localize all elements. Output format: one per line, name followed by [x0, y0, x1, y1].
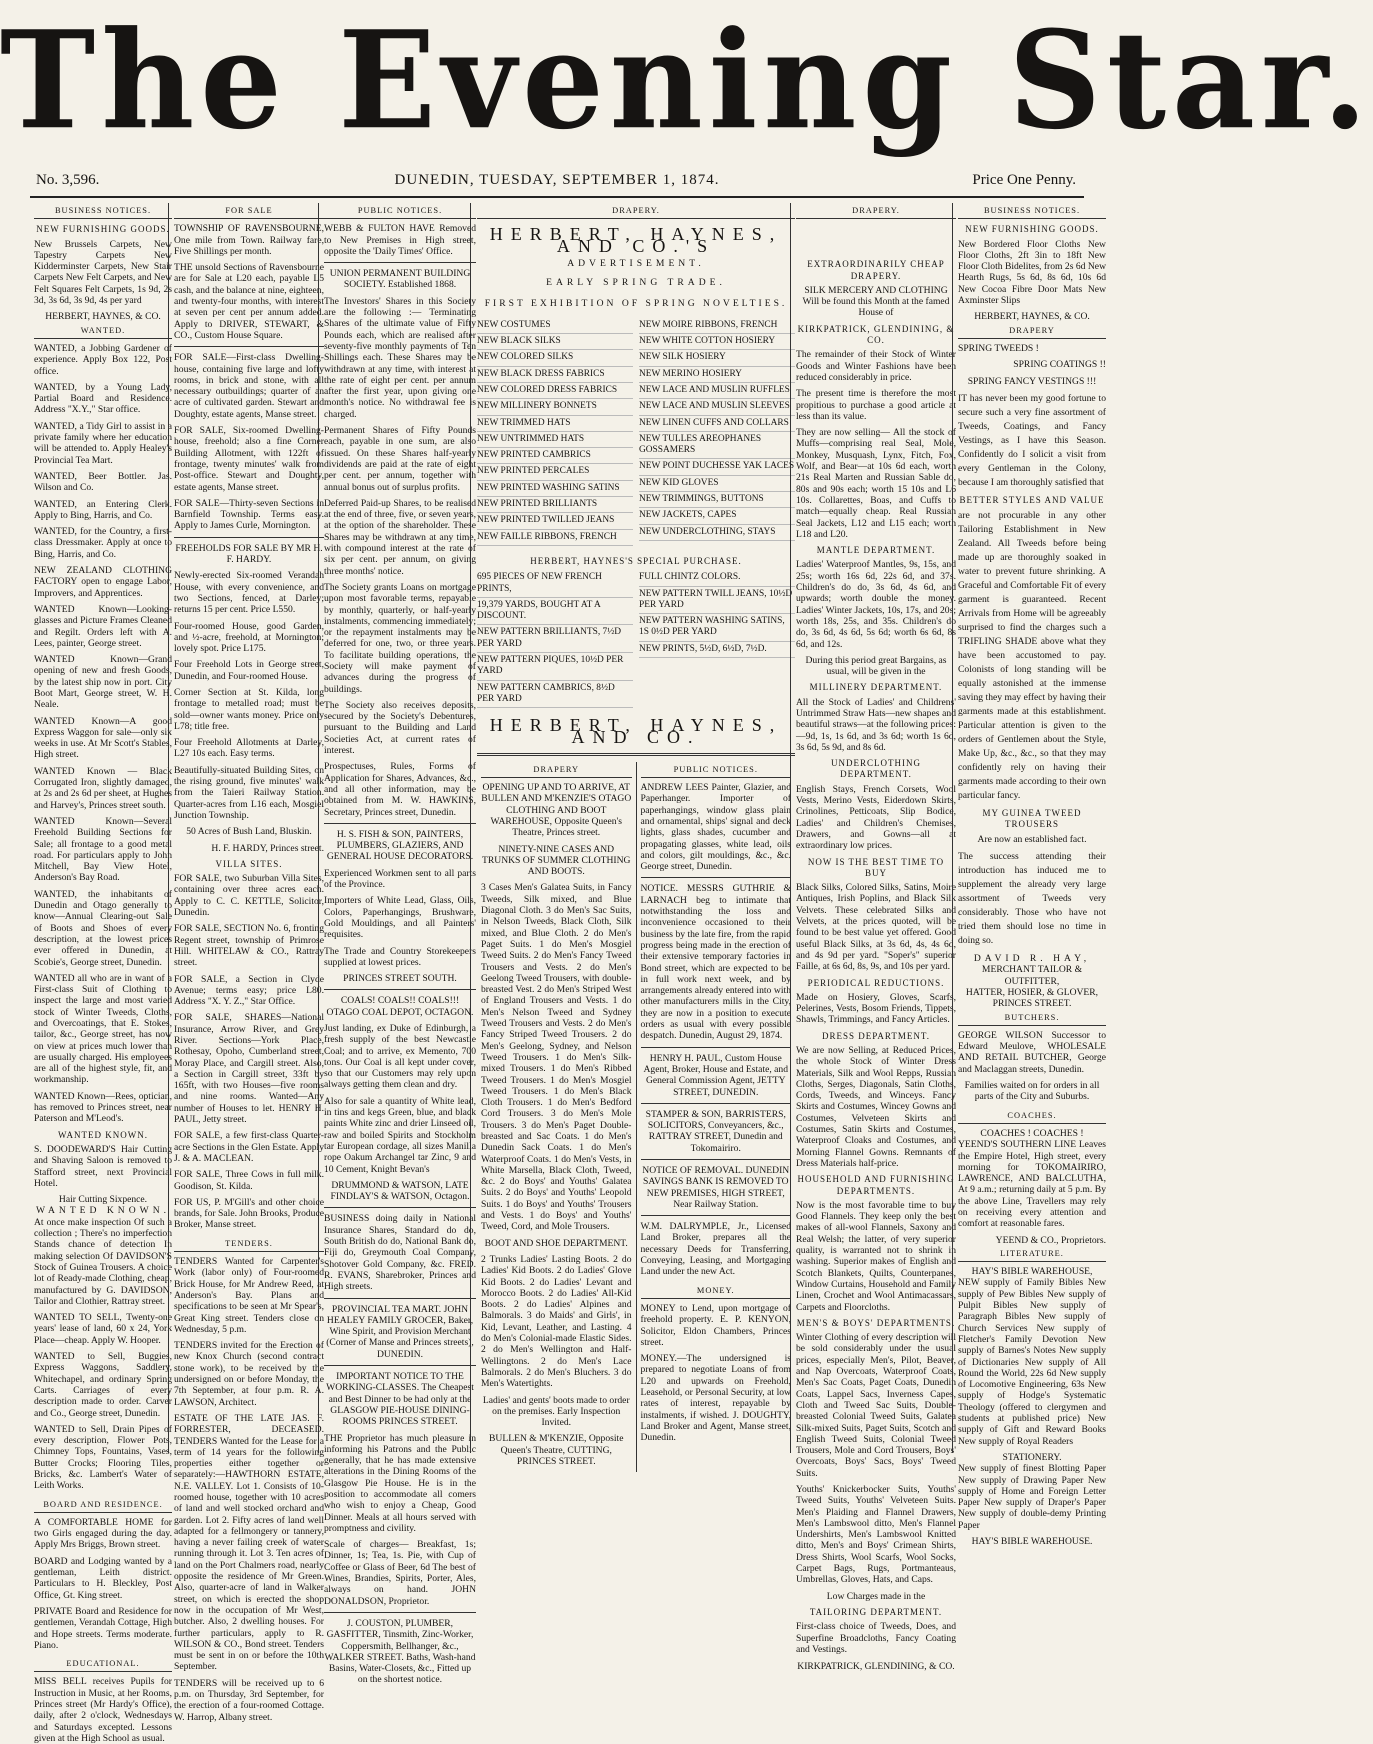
- divider: [324, 262, 476, 263]
- list-item: NEW PATTERN TWILL JEANS, 10½D PER YARD: [639, 587, 795, 615]
- advert: SPRING TWEEDS !: [958, 342, 1039, 354]
- advert: HENRY H. PAUL, Custom House Agent, Broker, House and Estate, and General Commission Agent, JETTY STREET, DUNEDIN.: [643, 1052, 789, 1098]
- advert: Families waited on for orders in all parts of the City and Suburbs.: [964, 1080, 1100, 1103]
- advert-subheading: MILLINERY DEPARTMENT.: [809, 682, 943, 693]
- divider: [641, 1047, 792, 1048]
- advert: Four-roomed House, good Garden, and ½-acre, freehold, at Mornington; lovely spot. Price L175.: [174, 620, 324, 655]
- advert: WANTED Known—Looking-glasses and Picture Frames Cleaned and Regilt. Orders left with A. Lees, painter, George street.: [34, 603, 172, 649]
- advert: FOR SALE—Thirty-seven Sections in Barnfield Township. Terms easy. Apply to James Curle, Mornington.: [174, 497, 324, 532]
- advert: IT has never been my good fortune to secure such a very fine assortment of Tweeds, Coatings, and Fancy Vestings, as I have this Season. Confidently do I solicit a visit from every Gentleman in the Colony, because I am thoroughly satisfied that: [958, 392, 1106, 488]
- divider: [174, 537, 324, 538]
- section-heading: TENDERS.: [174, 1236, 324, 1252]
- divider: [324, 1612, 476, 1613]
- section-heading: BUSINESS NOTICES.: [958, 203, 1106, 219]
- column-2: [168, 203, 329, 1723]
- advert: GEORGE WILSON Successor to Edward Meulove, WHOLESALE AND RETAIL BUTCHER, George and Maclaggan streets, Dunedin.: [958, 1029, 1106, 1075]
- advert-heading: WANTED KNOWN.: [35, 1205, 171, 1217]
- advert-signature: YEEND & CO., Proprietors.: [995, 1234, 1106, 1246]
- advert: FOR SALE, SECTION No. 6, fronting Regent street, township of Primrose Hill. WHITELAW & CO., Rattray street.: [174, 923, 324, 969]
- list-item: FULL CHINTZ COLORS.: [639, 570, 795, 586]
- advert-subheading: TAILORING DEPARTMENT.: [809, 1606, 943, 1617]
- advert-subheading: EXTRAORDINARILY CHEAP DRAPERY.: [807, 259, 945, 281]
- lower-block: [477, 762, 795, 1473]
- advert: FOR US, P. M'Gill's and other choice brands, for Sale. John Brooks, Produce Broker, Manse street.: [174, 1196, 324, 1231]
- advert: MONEY.—The undersigned is prepared to negotiate Loans of from L20 and upwards on Freehold, Leasehold, or Personal Security, at low rates of interest, repayable by instalments, if wished. J. DOUGHTY, Land Broker and Agent, Manse street, Dunedin.: [640, 1353, 791, 1444]
- advert: TENDERS invited for the Erection of new Knox Church (second contract stone work), to be received by the undersigned on or before Monday, the 7th September, at four p.m. R. A. LAWSON, Architect.: [174, 1340, 324, 1408]
- advert-subheading: ADVERTISEMENT.: [567, 257, 705, 269]
- advert: WEBB & FULTON HAVE Removed to New Premises in High street, opposite the 'Daily Times' Office.: [324, 223, 476, 257]
- list-item: NEW PATTERN PIQUES, 10½D PER YARD: [477, 653, 633, 681]
- advert: STAMPER & SON, BARRISTERS, SOLICITORS, Conveyancers, &c., RATTRAY STREET, Dunedin and Tokomairiro.: [645, 1108, 786, 1154]
- advert: WANTED, the inhabitants of Dunedin and Otago generally to know—Annual Clearing-out Sale of Boots and Shoes of every description, at the lowest prices ever offered in Dunedin, at Scobie's, George street, Dunedin.: [34, 888, 172, 968]
- column-4: [470, 203, 801, 1468]
- novelties-right: [639, 318, 795, 546]
- list-item: 695 PIECES OF NEW FRENCH PRINTS,: [477, 570, 633, 598]
- list-item: NEW PRINTED BRILLIANTS: [477, 497, 633, 513]
- advert-subheading: BOOT AND SHOE DEPARTMENT.: [484, 1237, 628, 1249]
- advert: BOARD and Lodging wanted by a gentleman, Leith district. Particulars to H. Bleckley, Post Office, Gt. King street.: [34, 1555, 172, 1601]
- section-heading: DRAPERY.: [796, 203, 956, 219]
- masthead: [0, 0, 1373, 165]
- advert: MISS BELL receives Pupils for Instruction in Music, at her Rooms, Princes street (Mr Hardy's Office), daily, after 2 o'clock, Wednesdays and Saturdays excepted. Lessons given at the High School as usual.: [34, 1676, 172, 1744]
- advert: ANDREW LEES Painter, Glazier, and Paperhanger. Importer of paperhangings, window glass plain and ornamental, ships' signal and deck lights, glass shades, cucumber and propagating glasses, white lead, oils and colors, gilt mouldings, &c., &c. George street, Dunedin.: [640, 782, 791, 873]
- prints-left: [477, 570, 633, 708]
- column-1: [30, 203, 176, 1744]
- advert: TENDERS Wanted for Carpenter's Work (labor only) of Four-roomed Brick House, for Mr Andrew Reed, at Anderson's Bay. Plans and specifications to be seen at Mr Spear's, Great King street. Tenders close on Wednesday, 5 p.m.: [174, 1256, 324, 1335]
- list-item: NEW SILK HOSIERY: [639, 350, 795, 366]
- issue-number: No. 3,596.: [36, 172, 100, 188]
- list-item: NEW UNTRIMMED HATS: [477, 432, 633, 448]
- advert: MONEY to Lend, upon mortgage of freehold property. E. P. KENYON, Solicitor, Eldon Chambers, Princes street.: [640, 1302, 791, 1348]
- advert: SPRING FANCY VESTINGS !!!: [967, 375, 1097, 387]
- column-5: [790, 203, 961, 1673]
- advert-subheading: COACHES ! COACHES !: [980, 1127, 1084, 1139]
- advert: Made on Hosiery, Gloves, Scarfs, Pelerines, Vests, Bosom Friends, Tippets, Shawls, Trimmings, and Fancy Articles.: [796, 991, 956, 1026]
- prints-right: [639, 570, 795, 708]
- place-date: DUNEDIN, TUESDAY, SEPTEMBER 1, 1874.: [394, 172, 720, 188]
- list-item: NEW COLORED SILKS: [477, 350, 633, 366]
- advert-subheading: EARLY SPRING TRADE.: [546, 277, 726, 289]
- advert: WANTED, a Jobbing Gardener of experience. Apply Box 122, Post office.: [34, 342, 172, 377]
- advert: TOWNSHIP OF RAVENSBOURNE, One mile from Town. Railway fare, Five Shillings per month.: [174, 223, 324, 257]
- advert: WANTED, Beer Bottler. Jas. Wilson and Co.: [34, 470, 172, 494]
- list-item: NEW LACE AND MUSLIN RUFFLES: [639, 383, 795, 399]
- section-heading: DRAPERY: [958, 323, 1106, 339]
- advert-subheading: KIRKPATRICK, GLENDINING, & CO.: [797, 323, 955, 346]
- section-subheading: NEW FURNISHING GOODS.: [36, 224, 170, 235]
- advert: Deferred Paid-up Shares, to be realised at the end of three, five, or seven years, at the option of the shareholder. These Shares may be withdrawn at any time, with compound interest at the rate of six per cent. per annum, on giving three months' notice.: [324, 497, 476, 577]
- advert-signature: KIRKPATRICK, GLENDINING, & CO.: [797, 1661, 955, 1673]
- advert-heading: H. S. FISH & SON, PAINTERS, PLUMBERS, GLAZIERS, AND GENERAL HOUSE DECORATORS.: [326, 828, 474, 863]
- advert-subheading: BETTER STYLES AND VALUE: [959, 494, 1105, 505]
- advert: The Society grants Loans on mortgage upon most favorable terms, repayable by monthly, quarterly, or half-yearly instalments, commencing immediately; or the repayment instalments may be deferred for one, two, or three years. To facilitate building operations, the Society will make payment of advances during the progress of buildings.: [324, 581, 476, 695]
- advert: New Brussels Carpets, New Tapestry Carpets New Kidderminster Carpets, New Stair Carpets New Felt Carpets, and New Felt Squares Felt Carpets, 1s 9d, 2s 3d, 3s 6d, 3s 9d, 4s per yard: [34, 238, 173, 307]
- advert: THE Proprietor has much pleasure in informing his Patrons and the Public generally, that he has made extensive alterations in the Dining Rooms of the Glasgow Pie House. He is in the position to accommodate all comers who wish to enjoy a Cheap, Good Dinner. Meals at all hours served with promptness and civility.: [324, 1432, 476, 1534]
- advert-subheading: NOW IS THE BEST TIME TO BUY: [807, 856, 945, 878]
- list-item: NEW JACKETS, CAPES: [639, 508, 795, 524]
- list-item: 19,379 YARDS, BOUGHT AT A DISCOUNT.: [477, 598, 633, 626]
- public-notices-column: [636, 762, 796, 1473]
- divider: [477, 753, 795, 756]
- advert: WANTED to Sell, Drain Pipes of every description, Flower Pots, Chimney Tops, Fountains, Vases, Butter Crocks; Flooring Tiles, Bricks, &c. Lambert's Water of Leith Works.: [34, 1423, 172, 1492]
- advert-note: Hair Cutting Sixpence.: [58, 1194, 148, 1206]
- section-heading: MONEY.: [641, 1283, 792, 1299]
- advert-subheading: MY GUINEA TWEED TROUSERS: [982, 808, 1082, 830]
- advert-subheading: NINETY-NINE CASES AND TRUNKS OF SUMMER CLOTHING AND BOOTS.: [482, 843, 631, 878]
- list-item: NEW MOIRE RIBBONS, FRENCH: [639, 318, 795, 334]
- advert: NEW supply of Family Bibles New supply of Pew Bibles New supply of Pulpit Bibles New supply of Paragraph Bibles New supply of Church Services New supply of Fletcher's Family Devotion New supply of Barnes's Notes New supply of Dictionaries New supply of All Round the World, 22s 6d New supply of Locomotive Engineering, 63s New supply of Hodge's Systematic Theology (offered to clergymen and students at published price) New supply of Gift and Reward Books New supply of Royal Readers: [958, 1277, 1106, 1447]
- advert: New supply of finest Blotting Paper New supply of Drawing Paper New supply of Home and Foreign Letter Paper New supply of Draper's Paper New supply of double-demy Printing Paper: [958, 1463, 1106, 1531]
- advert: YEEND'S SOUTHERN LINE Leaves the Empire Hotel, High street, every morning for TOKOMAIRIRO, LAWRENCE, AND BALCLUTHA, At 9 a.m.; returning daily at 5 p.m. By the above Line, Travellers may rely on receiving every attention and comfort at reasonable fares.: [958, 1139, 1106, 1230]
- advert: FOR SALE—First-class Dwelling-house, containing five large and lofty rooms, in brick and stone, with all necessary outbuildings; quarter of an acre of cultivated garden. Stewart and Doughty, estate agents, Manse street.: [174, 352, 324, 420]
- advert: SILK MERCERY AND CLOTHING Will be found this Month at the famed House of: [802, 284, 950, 319]
- section-subheading: NEW FURNISHING GOODS.: [965, 224, 1099, 235]
- list-item: NEW BLACK DRESS FABRICS: [477, 367, 633, 383]
- section-heading: BUTCHERS.: [958, 1010, 1106, 1026]
- list-item: NEW TRIMMED HATS: [477, 416, 633, 432]
- advert: WANTED TO SELL, Twenty-one years' lease of land, 60 x 24, York Place—cheap. Apply W. Hooper.: [34, 1312, 172, 1346]
- advert: At once make inspection Of such a collection ; There's no imperfection Stands chance of detection In making selection Of DAVIDSON'S Stock of Guinea Trousers. A choice lot of Ready-made Clothing, cheap, manufactured by G. DAVIDSON, Tailor and Clothier, Rattray street.: [34, 1216, 172, 1307]
- advert: Corner Section at St. Kilda, long frontage to metalled road; must be sold—owner wants money. Price only L78; title free.: [174, 686, 324, 732]
- advert: The remainder of their Stock of Winter Goods and Winter Fashions have been reduced considerably in price.: [796, 349, 956, 383]
- firm-heading: HERBERT, HAYNES, AND CO.'S: [489, 224, 783, 256]
- advert: The Investors' Shares in this Society are the following :— Terminating Shares of the ultimate value of Fifty Pounds each, which are realised after seventy-five monthly payments of Ten Shillings each. These Shares may be withdrawn at any time, with interest at the rate of eight per cent. per annum after the first year, upon giving one month's notice. No withdrawal fee is charged.: [324, 295, 476, 420]
- advert: J. COUSTON, PLUMBER, GASFITTER, Tinsmith, Zinc-Worker, Coppersmith, Bellhanger, &c., WALKER STREET. Baths, Wash-hand Basins, Water-Closets, &c., Fitted up on the shortest notice.: [324, 1617, 476, 1686]
- divider: [324, 1298, 476, 1299]
- section-heading: WANTED.: [34, 323, 172, 339]
- advert: PRINCES STREET SOUTH.: [343, 973, 457, 985]
- advert-signature: HAY'S BIBLE WAREHOUSE.: [971, 1536, 1093, 1547]
- price: Price One Penny.: [972, 172, 1076, 188]
- divider: [641, 1103, 792, 1104]
- dateline: [30, 170, 1084, 198]
- advert: are not procurable in any other Tailoring Establishment in New Zealand. All Tweeds before being made up are thoroughly soaked in water to prevent future shrinking. A Graceful and Comfortable Fit of every garment is guaranteed. Recent Arrivals from Home will be agreeably surprised to find the charges such a TRIFLING SHADE above what they have been accustomed to pay. Colonists of long standing will be equally astonished at the immense saving they may effect by having their garments made at this establishment. Particular attention is given to the orders of Gentlemen about the Style, Make Up, &c., &c., so that they may confidently rely on having their garments made according to their own particular fancy.: [958, 510, 1106, 802]
- advert: Four Freehold Lots in George street, Dunedin, and Four-roomed House.: [174, 659, 324, 682]
- column-3: [318, 203, 481, 1686]
- section-heading: EDUCATIONAL.: [34, 1656, 172, 1672]
- advert: WANTED, for the Country, a first-class Dressmaker. Apply at once to Bing, Harris, and Co.: [34, 526, 172, 560]
- advert: 3 Cases Men's Galatea Suits, in Fancy Tweeds, Silk mixed, and Blue Diagonal Cloth. 3 do Men's Sac Suits, in Nelson Tweeds, Black Cloth, Silk mixed, and Blue Cloth. 2 do Men's Paget Suits. 1 do Men's Mosgiel Tweed Suits. 2 do Men's Fancy Tweed Trousers and Vests. 2 do Men's Geelong Tweed Trousers, with double-breasted Vest. 2 do Men's Striped West of England Trousers and Vests. 1 do Men's Nelson Tweed and Sydney Tweed Trousers and Vests. 2 do Men's Fancy Striped Tweed Trousers. 2 do Men's Geelong, Sydney, and Nelson Tweed Trousers. 1 do Men's Silk-mixed Trousers. 1 do Men's Ribbed Tweed Trousers. 1 do Men's Mosgiel Tweed Trousers. 1 do Men's Black Cloth Trousers. 1 do Men's Bedford Cord Trousers. 3 do Men's Mole Trousers. 3 do Men's Paget Double-breasted and Sac Coats. 1 do Men's Dunedin Sack Coats. 1 do Men's Waterproof Coats. 1 do Men's Vests, in White Marsella, Black Cloth, Tweed, &c. 2 do Boys' and Youths' Galatea Suits. 2 do Boys' and Youths' Leopold Suits. 1 do Boys' and Youths' Trousers and Vests. 1 do Boys' and Youths' Tweed, Cord, and Mole Trousers.: [481, 882, 632, 1233]
- advert: WANTED, a Tidy Girl to assist in a private family where her education will be attended to. Apply Healey's Provincial Tea Mart.: [34, 420, 172, 466]
- novelties-list: [477, 318, 795, 546]
- list-item: NEW COLORED DRESS FABRICS: [477, 383, 633, 399]
- advert: The Society also receives deposits, secured by the Society's Debentures, pursuant to the Building and Land Societies Act, at current rates of interest.: [324, 699, 476, 757]
- advert: FOR SALE, two Suburban Villa Sites, containing over three acres each. Apply to C. C. KETTLE, Solicitor, Dunedin.: [174, 873, 324, 919]
- divider: [324, 823, 476, 824]
- advert: First-class choice of Tweeds, Does, and Superfine Broadcloths, Fancy Coating and Vestings.: [796, 1621, 956, 1655]
- advert: Now is the most favorable time to buy Good Flannels. They keep only the best makes of all-wool Flannels, Saxony and Real Welsh; the latter, of very superior quality, is warranted not to shrink in washing. Superior makes of English and Scotch Blankets, Quilts, Counterpanes, Window Curtains, Household and Family Linen, Crochet and Wool Antimacassars, Carpets and Floorcloths.: [796, 1199, 956, 1313]
- advert-subheading: HAY'S BIBLE WAREHOUSE,: [971, 1266, 1093, 1278]
- section-subheading: VILLA SITES.: [215, 858, 283, 869]
- advert-heading: FREEHOLDS FOR SALE BY MR H. F. HARDY.: [175, 542, 323, 566]
- novelties-left: [477, 318, 633, 546]
- advert: THE unsold Sections of Ravensbourne are for Sale at L20 each, payable L5 cash, and the balance at nine, eighteen, and twenty-four months, with interest at seven per cent per annum added. Apply to DRIVER, STEWART, & CO., Custom House Square.: [174, 262, 324, 341]
- advert-signature: DAVID R. HAY,: [973, 953, 1091, 965]
- advert: TENDERS will be received up to 6 p.m. on Thursday, 3rd September, for the erection of a four-roomed Cottage. W. Harrop, Albany street.: [174, 1677, 324, 1723]
- advert: We are now Selling, at Reduced Prices, the whole Stock of Winter Dress Materials, Silk and Wool Repps, Russian Cloths, Serges, Diagonals, Satin Cloths, Cords, Tweeds, and Winceys. Fancy Skirts and Costumes, Wincey Gowns and Costumes, Velveteen Skirts and Costumes, Satin Skirts and Costumes, Waterproof Cloaks and Costumes, and Morning Flannel Gowns. Remnants of Dress Materials half-price.: [796, 1045, 956, 1169]
- advert: Four Freehold Allotments at Darley, L27 10s each. Easy terms.: [174, 737, 324, 760]
- advert-subheading: DRESS DEPARTMENT.: [822, 1030, 930, 1041]
- advert: Beautifully-situated Building Sites, on the rising ground, five minutes' walk from the Taieri Railway Station. Quarter-acres from L16 each, Mosgiel Junction Township.: [174, 764, 324, 821]
- list-item: NEW PRINTED CAMBRICS: [477, 448, 633, 464]
- advert: During this period great Bargains, as usual, will be given in the: [805, 654, 947, 678]
- advert: NOTICE OF REMOVAL. DUNEDIN SAVINGS BANK IS REMOVED TO NEW PREMISES, HIGH STREET, Near Railway Station.: [642, 1165, 790, 1210]
- advert: Just landing, ex Duke of Edinburgh, a fresh supply of the best Newcastle Coal; and to arrive, ex Memento, 700 tons. Our Coal is all kept under cover, so that our Customers may rely upon always getting them clean and dry.: [324, 1023, 476, 1091]
- advert: ESTATE OF THE LATE JAS. F. FORRESTER, DECEASED. TENDERS Wanted for the Lease for a term of 14 years for the following properties either together or separately:—HAWTHORN ESTATE, N.E. VALLEY. Lot 1. Consists of 10-roomed house, together with 10 acres of land and well stocked orchard and garden. Lot 2. Fifty acres of land well adapted for a fellmongery or tannery, having a never failing creek of water running through it. Lot 3. Ten acres of land on the Port Chalmers road, nearly opposite the residence of Mr Green. Also, quarter-acre of land in Walker street, on which is erected the shop now in the occupation of Mr West, butcher. Also, 2 dwelling houses. For further particulars, apply to R. WILSON & CO., Bond street. Tenders must be sent in on or before the 10th September.: [174, 1412, 324, 1673]
- advert: FOR SALE, Three Cows in full milk. Goodison, St. Kilda.: [174, 1169, 324, 1192]
- advert: Importers of White Lead, Glass, Oils, Colors, Paperhangings, Brushware, Gold Mouldings, and all Painters' requisites.: [324, 895, 476, 941]
- advert-signature: HERBERT, HAYNES, & CO.: [974, 311, 1090, 323]
- advert: English Stays, French Corsets, Wool Vests, Merino Vests, Eiderdown Skirts, Crinolines, Petticoats, Slip Bodice, Ladies' and Children's Chemises, Drawers, and Gowns—all at extraordinary low prices.: [796, 783, 956, 852]
- list-item: NEW MERINO HOSIERY: [639, 367, 795, 383]
- advert: FOR SALE, SHARES—National Insurance, Arrow River, and Grey River. Sections—York Place, Rothesay, Opoho, Cumberland street, Moray Place, and Cargill street. Also, a Section in Cargill street, 33ft by 165ft, with two Houses—five rooms and nine rooms. Wanted—Any number of Houses to let. HENRY H. PAUL, Jetty street.: [174, 1012, 324, 1126]
- advert: WANTED Known—Rees, optician, has removed to Princes street, near Paterson and M'Leod's.: [34, 1090, 172, 1125]
- advert: Are now an established fact.: [977, 833, 1087, 845]
- list-item: NEW PRINTED TWILLED JEANS: [477, 513, 633, 529]
- advert-signature: MERCHANT TAILOR & OUTFITTER,: [981, 964, 1083, 987]
- list-item: NEW PATTERN BRILLIANTS, 7½D PER YARD: [477, 625, 633, 653]
- divider: [641, 1159, 792, 1160]
- advert-subheading: PERIODICAL REDUCTIONS.: [807, 977, 945, 988]
- advert: Black Silks, Colored Silks, Satins, Moire Antiques, Irish Poplins, and Black Silk Velvets. These celebrated Silks and Velvets, at the prices quoted, will be found to be best value yet offered. Good useful Black Silks, at 3s 6d, 4s, 4s 6d, and 4s 9d per yard. "Soper's" superior Faille, at 6s 6d, 8s, 9s, and 10s per yard.: [796, 882, 956, 973]
- list-item: NEW POINT DUCHESSE YAK LACES: [639, 459, 795, 475]
- advert: WANTED Known — Black Corrugated Iron, slightly damaged, at 2s and 2s 6d per sheet, at Hughes and Harvey's, Princes street south.: [34, 765, 172, 811]
- advert: The success attending their introduction has induced me to supplement the already very large assortment of Tweeds very considerably. Those who have not tried them should lose no time in doing so.: [958, 851, 1106, 947]
- section-heading: BUSINESS NOTICES.: [34, 203, 172, 219]
- advert: SPRING COATINGS !!: [1013, 359, 1106, 371]
- advert: Prospectuses, Rules, Forms of Application for Shares, Advances, &c., and all other information, may be obtained from M. W. HAWKINS, Secretary, Princes street, Dunedin.: [324, 761, 476, 818]
- advert: The Trade and Country Storekeepers supplied at lowest prices.: [324, 945, 476, 968]
- advert-signature: HATTER, HOSIER, & GLOVER,: [965, 986, 1099, 998]
- divider: [174, 346, 324, 347]
- section-heading: PUBLIC NOTICES.: [324, 203, 476, 219]
- list-item: NEW MILLINERY BONNETS: [477, 399, 633, 415]
- advert: 2 Trunks Ladies' Lasting Boots. 2 do Ladies' Kid Boots. 2 do Ladies' Glove Kid Boots. 2 do Ladies' Levant and Morocco Boots. 2 do Ladies' All-Kid Boots. 2 do Ladies' Alpines and Balmorals. 3 do Maids' and Girls', in Kid, Levant, Leather, and Lasting. 4 do Men's Colonial-made Elastic Sides. 2 do Men's Wellington and Half-Wellingtons. 2 do Men's Lace Balmorals. 2 do Men's Bluchers. 3 do Men's Watertights.: [481, 1253, 632, 1390]
- advert-signature: DRUMMOND & WATSON, LATE FINDLAY'S & WATSON, Octagon.: [330, 1179, 470, 1203]
- advert: FOR SALE, a Section in Clyde Avenue; terms easy; price L80. Address "X. Y. Z.," Star Office.: [174, 973, 324, 1008]
- advert: BUSINESS doing daily in National Insurance Shares, Standard do do, South British do do, National Bank do, Fiji do, Greymouth Coal Company, Shotover Gold Company, &c. FRED. R. EVANS, Sharebroker, Princes and High streets.: [324, 1213, 476, 1293]
- advert: S. DOODEWARD'S Hair Cutting and Shaving Saloon is removed to Stafford street, next Provincial Hotel.: [34, 1143, 172, 1189]
- advert: A COMFORTABLE HOME for two Girls engaged during the day. Apply Mrs Briggs, Brown street.: [34, 1516, 172, 1551]
- advert: IMPORTANT NOTICE TO THE WORKING-CLASSES. The Cheapest and Best Dinner to be had only at the GLASGOW PIE-HOUSE DINING-ROOMS PRINCES STREET.: [326, 1371, 474, 1428]
- advert-subheading: MEN'S & BOYS' DEPARTMENTS.: [796, 1317, 956, 1328]
- firm-heading: HERBERT, HAYNES, AND CO.: [489, 715, 783, 747]
- list-item: NEW PATTERN WASHING SATINS, 1S 0½D PER YARD: [639, 614, 795, 642]
- section-heading: COACHES.: [958, 1108, 1106, 1124]
- advert: WANTED Known—Grand opening of new and fresh Goods, by the latest ship now in port. City Boot Mart, George street, W. H. Neale.: [34, 654, 172, 711]
- advert: Winter Clothing of every description will be sold considerably under the usual prices, especially Men's, Pilot, Beaver, and Nap Overcoats, Waterproof Coats, Men's Sac Coats, Paget Coats, Dunedin Coats, Lappel Sacs, Inverness Capes, Cloth and Tweed Sac Suits, Double-breasted Colonial Tweed Suits, Galatea Silk-mixed Suits, Paget Suits, Scotch and English Tweed Suits, Colonial Tweed Trousers, Mole and Cord Trousers, Boys' Overcoats, Boys' Sacs, Boys' Tweed Suits.: [796, 1332, 956, 1479]
- advert: NOTICE. MESSRS GUTHRIE & LARNACH beg to intimate that notwithstanding the loss and inconvenience occasioned to their business by the late fire, from the rapid progress being made in the erection of their extensive temporary factories in Bond street, which are expected to be in full work next week, and by arrangements already entered into with other manufacturers mills in the City, they are now in a position to execute orders as usual with every possible despatch. Dunedin, August 29, 1874.: [640, 883, 791, 1042]
- advert: WANTED, an Entering Clerk. Apply to Bing, Harris, and Co.: [34, 498, 172, 521]
- advert: Low Charges made in the: [826, 1590, 926, 1602]
- advert: FOR SALE, Six-roomed Dwelling-house, freehold; also a fine Corner Building Allotment, with 122ft of frontage, twenty minutes' walk from Post-office. Stewart and Doughty, estate agents, Manse street.: [174, 425, 324, 493]
- prints-list: [477, 570, 795, 708]
- list-item: NEW KID GLOVES: [639, 476, 795, 492]
- advert: WANTED Known—A good Express Waggon for sale—only six weeks in use. At Mr Scott's Stables, High street.: [34, 715, 172, 761]
- advert: Permanent Shares of Fifty Pounds each, payable in one sum, are also issued. On these Shares half-yearly dividends are paid at the rate of eight per cent. per annum, together with annual bonus out of surplus profits.: [324, 425, 476, 493]
- section-heading: DRAPERY.: [477, 203, 795, 219]
- advert: W.M. DALRYMPLE, Jr., Licensed Land Broker, prepares all the necessary Deeds for Transferring, Conveying, Leasing, and Mortgaging Land under the new Act.: [640, 1221, 791, 1278]
- list-item: NEW PATTERN CAMBRICS, 8½D PER YARD: [477, 681, 633, 709]
- advert-subheading: STATIONERY.: [1002, 1451, 1062, 1463]
- list-item: NEW FAILLE RIBBONS, FRENCH: [477, 530, 633, 546]
- advert: 50 Acres of Bush Land, Bluskin.: [186, 826, 312, 838]
- advert: Also for sale a quantity of White lead, in tins and kegs Green, blue, and black paints White zinc and drier Linseed oil, raw and boiled Spirits and Stockholm tar European cordage, all sizes Manilla rope Oakum Archangel tar Zinc, 9 and 10 Cement, Knight Bevan's: [324, 1095, 476, 1175]
- divider: [324, 1207, 476, 1208]
- list-item: NEW TRIMMINGS, BUTTONS: [639, 492, 795, 508]
- advert-signature: PRINCES STREET.: [992, 998, 1072, 1010]
- advert: WANTED all who are in want of a First-class Suit of Clothing to inspect the large and most varied stock of Winter Tweeds, Cloths, and Overcoatings, that E. Stokes, tailor, &c., George street, has now on view at prices much lower than are usually charged. His employees are all of the highest style, fit, and workmanship.: [34, 972, 172, 1086]
- advert-signature: HERBERT, HAYNES, & CO.: [45, 311, 161, 323]
- advert: NEW ZEALAND CLOTHING FACTORY open to engage Labor, Improvers, and Apprentices.: [34, 565, 172, 599]
- advert: OPENING UP AND TO ARRIVE, AT BULLEN AND M'KENZIE'S OTAGO CLOTHING AND BOOT WAREHOUSE, Opposite Queen's Theatre, Princes street.: [481, 782, 632, 839]
- advert-signature: H. F. HARDY, Princes street.: [211, 842, 324, 854]
- advert: PRIVATE Board and Residence for gentlemen, Verandah Cottage, High and Hope streets. Terms moderate. Piano.: [34, 1605, 172, 1651]
- advert-heading: COALS! COALS!! COALS!!! OTAGO COAL DEPOT, OCTAGON.: [326, 995, 474, 1018]
- advert-signature: BULLEN & M'KENZIE, Opposite Queen's Theatre, CUTTING, PRINCES STREET.: [489, 1433, 624, 1468]
- list-item: NEW BLACK SILKS: [477, 334, 633, 350]
- advert: Experienced Workmen sent to all parts of the Province.: [324, 867, 476, 891]
- section-subheading: WANTED KNOWN.: [58, 1129, 148, 1140]
- advert-subheading: MANTLE DEPARTMENT.: [816, 545, 936, 556]
- list-item: NEW LINEN CUFFS AND COLLARS: [639, 416, 795, 432]
- advert: Newly-erected Six-roomed Verandah House, with every convenience, and two Sections, fenced, at Darley; returns 15 per cent. Price L550.: [174, 570, 324, 616]
- advert: WANTED, by a Young Lady, Partial Board and Residence. Address "X.Y.," Star office.: [34, 381, 172, 416]
- advert-subheading: FIRST EXHIBITION OF SPRING NOVELTIES.: [484, 298, 788, 310]
- divider: [324, 989, 476, 990]
- list-item: NEW COSTUMES: [477, 318, 633, 334]
- advert-subheading: HOUSEHOLD AND FURNISHING DEPARTMENTS.: [797, 1174, 955, 1196]
- list-item: NEW UNDERCLOTHING, STAYS: [639, 525, 795, 541]
- advert: Ladies' Waterproof Mantles, 9s, 15s, and 25s; worth 16s 6d, 22s 6d, and 37s. Children's do do, 3s 6d, 4s 6d, and upwards; worth double the money. Ladies' Winter Jackets, 10s, 17s, and 20s; worth 18s, 25s, and 35s. Children's do do, 3s 6d, 4s 6d, 5s 6d; worth 6s 6d, 8s 6d, and 12s.: [796, 559, 956, 650]
- advert: All the Stock of Ladies' and Childrens' Untrimmed Straw Hats—new shapes and beautiful straws—at the following prices:—9d, 1s, 1s 6d, and 3s 6d; worth 1s 6d, 3s 6d, 5s 9d, and 8s 6d.: [796, 696, 956, 753]
- advert: Scale of charges— Breakfast, 1s; Dinner, 1s; Tea, 1s. Pie, with Cup of Coffee or Glass of Beer, 6d The best of Wines, Brandies, Spirits, Porter, Ales, always on hand. JOHN DONALDSON, Proprietor.: [324, 1539, 476, 1607]
- advert: Ladies' and gents' boots made to order on the premises. Early Inspection Invited.: [482, 1394, 630, 1429]
- section-heading: BOARD AND RESIDENCE.: [34, 1497, 172, 1513]
- list-item: NEW TULLES AREOPHANES GOSSAMERS: [639, 432, 795, 460]
- masthead-title: The Evening Star.: [0, 2, 1373, 160]
- advert: The present time is therefore the most propitious to purchase a good article at less than its value.: [796, 388, 956, 422]
- divider: [324, 1365, 476, 1366]
- advert: WANTED Known—Several Freehold Building Sections for Sale; all frontage to a good metal road. For particulars apply to John Mitchell, Bay View Hotel, Anderson's Bay Road.: [34, 815, 172, 884]
- list-item: NEW PRINTED WASHING SATINS: [477, 481, 633, 497]
- column-6: [952, 203, 1111, 1547]
- advert: FOR SALE, a few first-class Quarter-acre Sections in the Glen Estate. Apply J. & A. MACLEAN.: [174, 1130, 324, 1164]
- advert: WANTED to Sell, Buggies, Express Waggons, Saddlery, Whitechapel, and ordinary Spring Carts. Carriages of every description made to order. Carver and Co., George street, Dunedin.: [34, 1351, 172, 1419]
- advert: They are now selling— All the stock of Muffs—comprising real Seal, Mole, Monkey, Musquash, Lynx, Fitch, Fox, Wolf, and Bear—at 10s 6d each, worth 21s Real Marten and Russian Sable do, 80s and 90s each; worth 15 10s and L6 10s. Collarettes, Boas, and Cuffs to match—equally cheap. Real Russian Seal Jackets, L12 and L15 each; worth L18 and L20.: [796, 427, 956, 540]
- list-item: NEW WHITE COTTON HOSIERY: [639, 334, 795, 350]
- section-heading: LITERATURE.: [958, 1246, 1106, 1262]
- section-heading: FOR SALE: [174, 203, 324, 219]
- advert: Youths' Knickerbocker Suits, Youths' Tweed Suits, Youths' Velveteen Suits. Men's Plaiding and Flannel Drawers, Men's Lambswool ditto, Men's Flannel Undershirts, Men's Lambswool Knitted ditto, Men's and Boys' Crimean Shirts, Dress Shirts, Wool Scarfs, Wool Socks, Carpet Bags, Rugs, Portmanteaus, Umbrellas, Gloves, Hats, and Caps.: [796, 1483, 956, 1586]
- bullen-column: [477, 762, 636, 1473]
- section-heading: DRAPERY: [481, 762, 632, 778]
- list-item: NEW PRINTED PERCALES: [477, 464, 633, 480]
- section-heading: PUBLIC NOTICES.: [641, 762, 792, 778]
- advert-heading: UNION PERMANENT BUILDING SOCIETY. Established 1868.: [329, 268, 471, 291]
- list-item: NEW PRINTS, 5½D, 6½D, 7½D.: [639, 642, 795, 658]
- advert: PROVINCIAL TEA MART. JOHN HEALEY FAMILY GROCER, Baker, Wine Spirit, and Provision Merchant (Corner of Manse and Princes streets), DUNEDIN.: [326, 1303, 474, 1360]
- list-item: NEW LACE AND MUSLIN SLEEVES: [639, 399, 795, 415]
- divider: [641, 1215, 792, 1216]
- advert-subheading: UNDERCLOTHING DEPARTMENT.: [831, 758, 921, 780]
- advert: New Bordered Floor Cloths New Floor Cloths, 2ft 3in to 18ft New Floor Cloth Bidelites, from 2s 6d New Hearth Rugs, 5s 6d, 8s 6d, 10s 6d New Cocoa Fibre Door Mats New Axminster Slips: [958, 238, 1106, 307]
- divider: [641, 877, 792, 878]
- advert-subheading: HERBERT, HAYNES'S SPECIAL PURCHASE.: [530, 555, 742, 566]
